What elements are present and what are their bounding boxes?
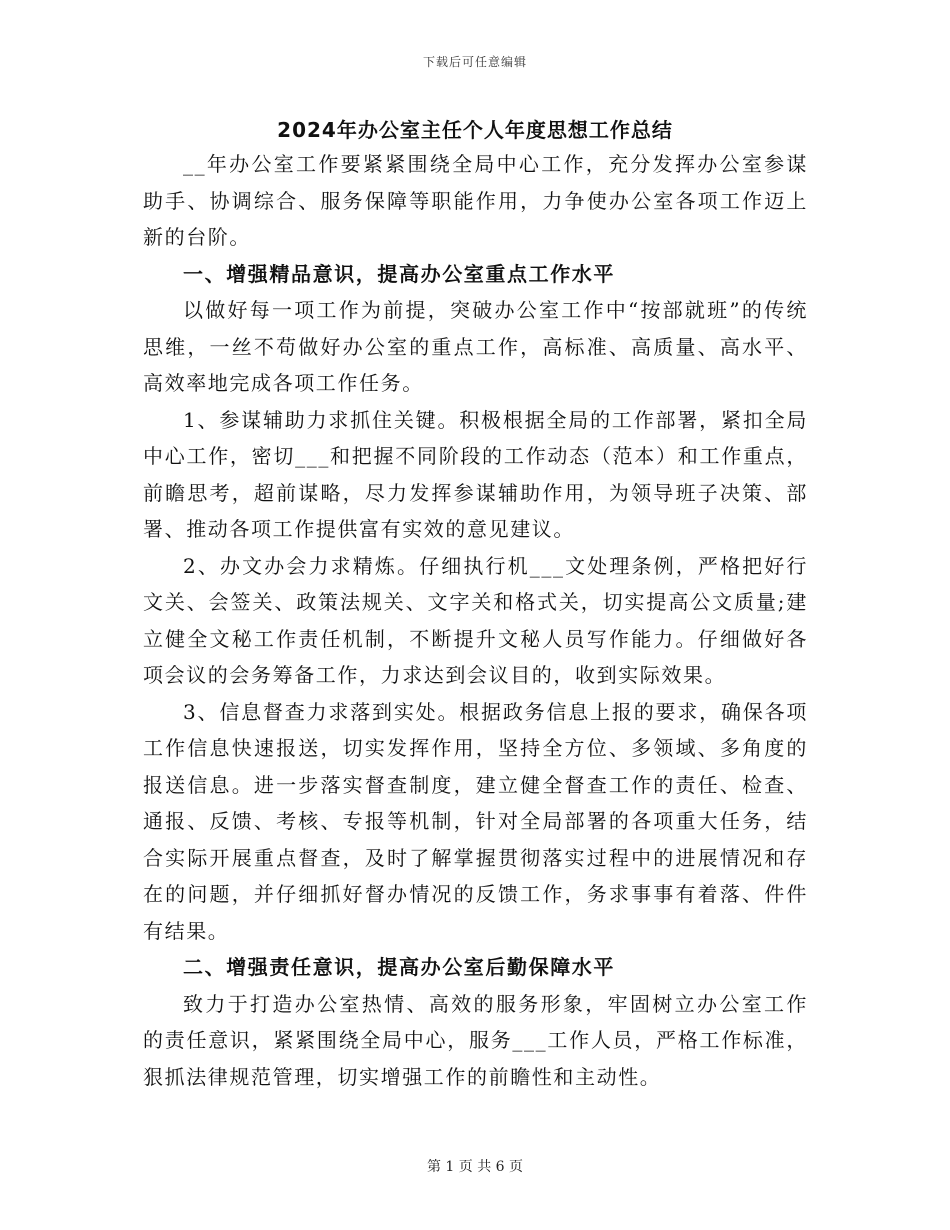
paragraph-3: 2、办文办会力求精炼。仔细执行机___文处理条例，严格把好行文关、会签关、政策法规关、文字关和格式关，切实提高公文质量;建立健全文秘工作责任机制，不断提升文秘人员写作能力。仔细做好各项会议的会务筹备工作，力求达到会议目的，收到实际效果。 bbox=[143, 553, 808, 687]
paragraph-5: 致力于打造办公室热情、高效的服务形象，牢固树立办公室工作的责任意识，紧紧围绕全局中心，服务___工作人员，严格工作标准，狠抓法律规范管理，切实增强工作的前瞻性和主动性。 bbox=[143, 991, 808, 1089]
document-body bbox=[143, 146, 808, 1095]
page-footer: 第 1 页 共 6 页 bbox=[426, 1159, 524, 1175]
section-heading-2: 二、增强责任意识，提高办公室后勤保障水平 bbox=[183, 955, 615, 979]
document-title: 2024年办公室主任个人年度思想工作总结 bbox=[277, 118, 673, 142]
paragraph-2: 1、参谋辅助力求抓住关键。积极根据全局的工作部署，紧扣全局中心工作，密切___和把握不同阶段的工作动态（范本）和工作重点，前瞻思考，超前谋略，尽力发挥参谋辅助作用，为领导班子决策、部署、推动各项工作提供富有实效的意见建议。 bbox=[143, 407, 808, 541]
paragraph-4: 3、信息督查力求落到实处。根据政务信息上报的要求，确保各项工作信息快速报送，切实发挥作用，坚持全方位、多领域、多角度的报送信息。进一步落实督查制度，建立健全督查工作的责任、检查、通报、反馈、考核、专报等机制，针对全局部署的各项重大任务，结合实际开展重点督查，及时了解掌握贯彻落实过程中的进展情况和存在的问题，并仔细抓好督办情况的反馈工作，务求事事有着落、件件有结果。 bbox=[143, 699, 808, 943]
section-heading-1: 一、增强精品意识，提高办公室重点工作水平 bbox=[183, 261, 615, 286]
header-note: 下载后可任意编辑 bbox=[422, 55, 527, 69]
paragraph-1: 以做好每一项工作为前提，突破办公室工作中“按部就班”的传统思维，一丝不苟做好办公室的重点工作，高标准、高质量、高水平、高效率地完成各项工作任务。 bbox=[143, 298, 808, 395]
paragraph-intro: __年办公室工作要紧紧围绕全局中心工作，充分发挥办公室参谋助手、协调综合、服务保障等职能作用，力争使办公室各项工作迈上新的台阶。 bbox=[143, 152, 808, 249]
